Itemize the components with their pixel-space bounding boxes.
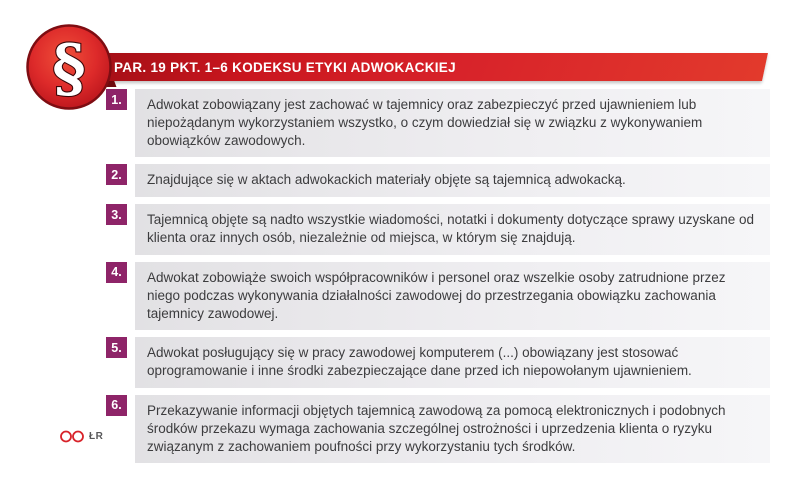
item-number-badge: 3.	[106, 204, 127, 225]
item-number-badge: 4.	[106, 262, 127, 283]
title-banner	[96, 53, 762, 81]
item-text: Adwokat zobowiązany jest zachować w tajemnicy oraz zabezpieczyć przed ujawnieniem lub niepożądanym wykorzystaniem wszystko, o czym dowiedział się w związku z wykonywaniem obowiązków zawodowych.	[135, 89, 770, 157]
list-item	[106, 262, 770, 330]
rules-list	[106, 89, 770, 470]
list-item	[106, 89, 770, 157]
item-text: Adwokat posługujący się w pracy zawodowej komputerem (...) obowiązany jest stosować oprogramowanie i inne środki zabezpieczające dane przed ich niepowołanym ujawnieniem.	[135, 337, 770, 388]
list-item	[106, 337, 770, 388]
item-number-badge: 6.	[106, 395, 127, 416]
item-text: Adwokat zobowiąże swoich współpracowników i personel oraz wszelkie osoby zatrudnione przez niego podczas wykonywania działalności zawodowej do przestrzegania obowiązku zachowania tajemnicy zawodowej.	[135, 262, 770, 330]
paragraph-symbol: §	[52, 31, 86, 106]
item-number-badge: 2.	[106, 164, 127, 185]
publisher-logo-icon	[60, 430, 86, 443]
page-title: PAR. 19 PKT. 1–6 KODEKSU ETYKI ADWOKACKIEJ	[114, 59, 456, 75]
list-item	[106, 204, 770, 255]
item-number-badge: 1.	[106, 89, 127, 110]
credit	[60, 430, 103, 443]
list-item	[106, 395, 770, 463]
item-text: Tajemnicą objęte są nadto wszystkie wiadomości, notatki i dokumenty dotyczące sprawy uzyskane od klienta oraz innych osób, niezależnie od miejsca, w którym się znajdują.	[135, 204, 770, 255]
credit-initials: ŁR	[89, 431, 104, 442]
paragraph-logo-icon	[26, 24, 112, 110]
item-text: Znajdujące się w aktach adwokackich materiały objęte są tajemnicą adwokacką.	[135, 164, 770, 197]
item-text: Przekazywanie informacji objętych tajemnicą zawodową za pomocą elektronicznych i podobnych środków przekazu wymaga zachowania szczególnej ostrożności i uprzedzenia klienta o ryzyku związanym z zachowaniem poufności przy wykorzystaniu tych środków.	[135, 395, 770, 463]
item-number-badge: 5.	[106, 337, 127, 358]
list-item	[106, 164, 770, 197]
